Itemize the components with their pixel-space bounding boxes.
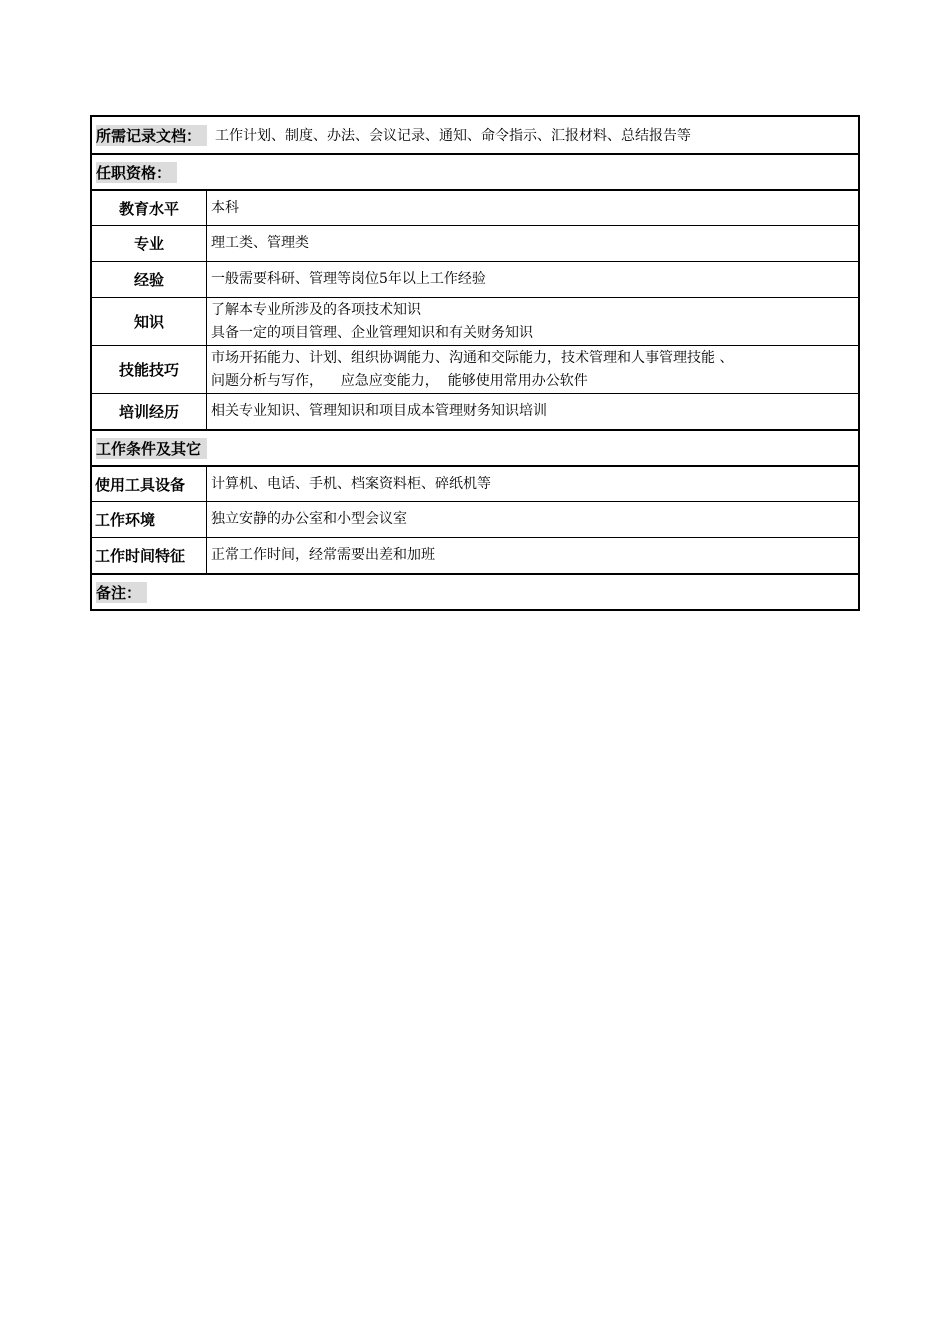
records-row <box>92 117 858 153</box>
qualification-row <box>92 261 858 297</box>
qualification-row <box>92 225 858 261</box>
condition-row <box>92 537 858 573</box>
environment-label: 工作环境 <box>92 502 207 537</box>
qualifications-heading-row <box>92 153 858 189</box>
remarks-label: 备注： <box>96 582 147 603</box>
job-description-table <box>90 115 860 611</box>
qualification-row <box>92 345 858 393</box>
qualification-row <box>92 297 858 345</box>
qualifications-heading: 任职资格： <box>96 162 177 183</box>
tools-label: 使用工具设备 <box>92 467 207 501</box>
skills-label: 技能技巧 <box>92 346 207 393</box>
records-value: 工作计划、制度、办法、会议记录、通知、命令指示、汇报材料、总结报告等 <box>215 128 692 144</box>
skills-line: 市场开拓能力、计划、组织协调能力、沟通和交际能力，技术管理和人事管理技能 、 <box>211 349 734 366</box>
knowledge-line: 了解本专业所涉及的各项技术知识 <box>211 301 421 318</box>
tools-value: 计算机、电话、手机、档案资料柜、碎纸机等 <box>211 475 491 492</box>
qualification-row <box>92 189 858 225</box>
experience-value: 一般需要科研、管理等岗位5年以上工作经验 <box>211 271 486 287</box>
knowledge-line: 具备一定的项目管理、企业管理知识和有关财务知识 <box>211 324 533 341</box>
knowledge-label: 知识 <box>92 298 207 345</box>
condition-row <box>92 465 858 501</box>
remarks-row <box>92 573 858 609</box>
education-value: 本科 <box>211 199 239 216</box>
records-label: 所需记录文档： <box>96 125 207 146</box>
skills-line: 问题分析与写作， 应急应变能力， 能够使用常用办公软件 <box>211 372 588 389</box>
training-value: 相关专业知识、管理知识和项目成本管理财务知识培训 <box>211 403 547 419</box>
work-time-value: 正常工作时间，经常需要出差和加班 <box>211 547 435 563</box>
condition-row <box>92 501 858 537</box>
experience-label: 经验 <box>92 262 207 297</box>
training-label: 培训经历 <box>92 394 207 429</box>
conditions-heading: 工作条件及其它 <box>96 438 207 459</box>
qualification-row <box>92 393 858 429</box>
major-label: 专业 <box>92 226 207 261</box>
work-time-label: 工作时间特征 <box>92 538 207 573</box>
conditions-heading-row <box>92 429 858 465</box>
education-label: 教育水平 <box>92 191 207 225</box>
environment-value: 独立安静的办公室和小型会议室 <box>211 511 407 527</box>
major-value: 理工类、管理类 <box>211 235 309 251</box>
